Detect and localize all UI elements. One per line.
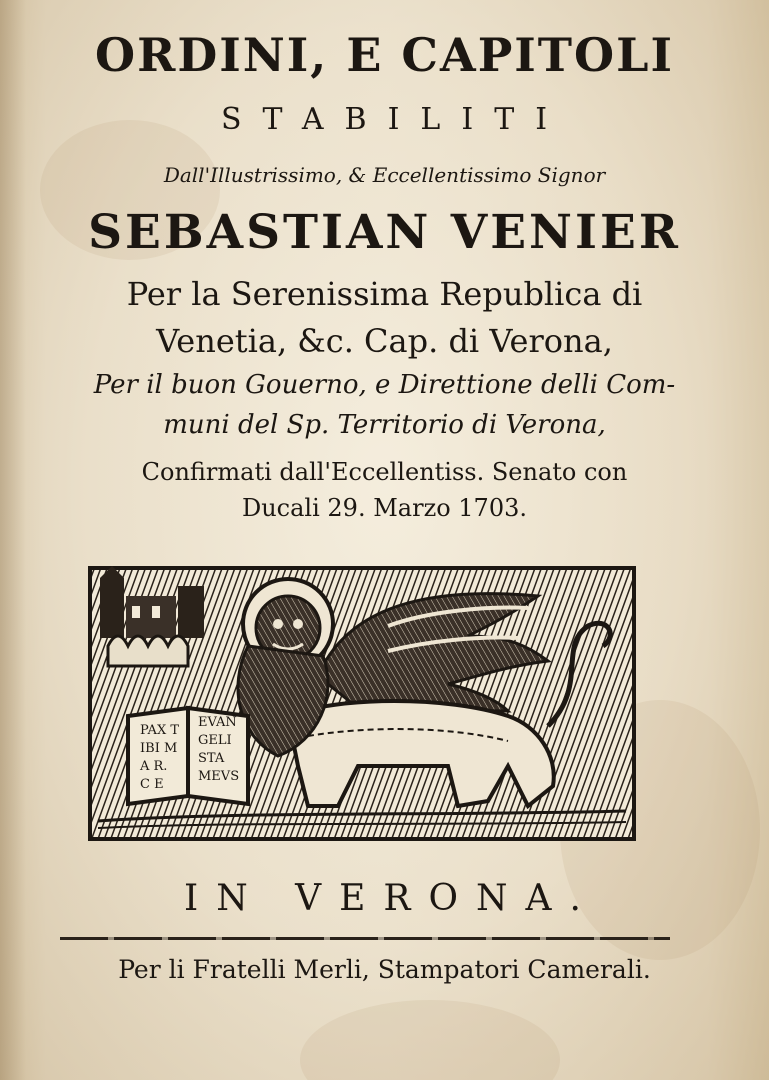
book-right-2: GELI bbox=[198, 733, 232, 748]
book-icon bbox=[128, 708, 248, 804]
title-republic: Per la Serenissima Republica di bbox=[126, 275, 643, 313]
title-confirmation-2: Ducali 29. Marzo 1703. bbox=[241, 494, 527, 522]
book-right-3: STA bbox=[198, 751, 225, 766]
title-dedication: Dall'Illustrissimo, & Eccellentissimo Signor bbox=[163, 163, 606, 187]
title-confirmation-1: Confirmati dall'Eccellentiss. Senato con bbox=[141, 458, 628, 486]
book-left-1: PAX T bbox=[140, 723, 179, 738]
printer-imprint: Per li Fratelli Merli, Stampatori Camerali. bbox=[118, 955, 651, 984]
lion-of-saint-mark-icon bbox=[88, 566, 636, 841]
title-stabiliti: STABILITI bbox=[220, 102, 569, 137]
book-left-4: C E bbox=[140, 777, 164, 792]
title-purpose-1: Per il buon Gouerno, e Direttione delli Com- bbox=[93, 370, 676, 400]
book-right-4: MEVS bbox=[198, 769, 240, 784]
title-venetia: Venetia, &c. Cap. di Verona, bbox=[156, 322, 613, 360]
title-name: SEBASTIAN VENIER bbox=[88, 205, 681, 260]
divider-rule bbox=[60, 937, 670, 940]
title-purpose-2: muni del Sp. Territorio di Verona, bbox=[163, 410, 606, 440]
book-right-1: EVAN bbox=[198, 715, 237, 730]
paper-stain bbox=[300, 1000, 560, 1080]
book-left-2: IBI M bbox=[140, 741, 178, 756]
book-left-3: A R. bbox=[140, 759, 168, 774]
place-of-printing: IN VERONA. bbox=[183, 878, 599, 919]
title-main: ORDINI, E CAPITOLI bbox=[95, 28, 674, 82]
